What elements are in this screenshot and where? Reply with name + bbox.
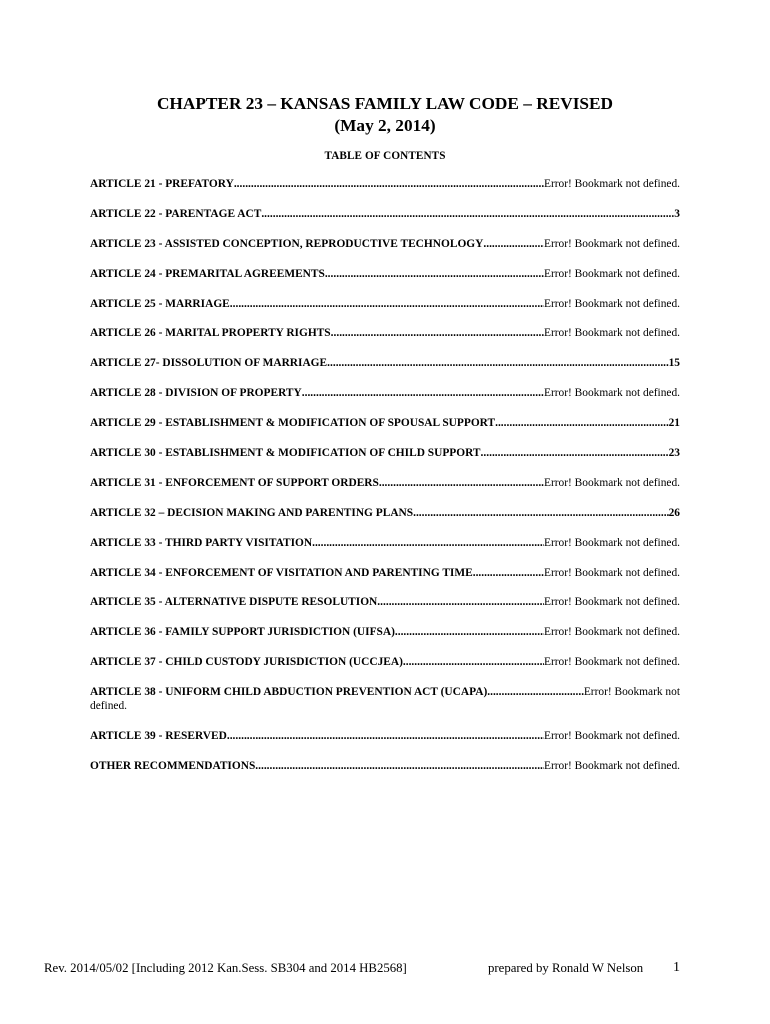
toc-entry-page: Error! Bookmark not defined.	[543, 759, 680, 772]
table-of-contents	[90, 177, 680, 788]
toc-entry[interactable]	[90, 207, 680, 237]
title-line-1: CHAPTER 23 – KANSAS FAMILY LAW CODE – REVISED	[156, 94, 614, 113]
toc-entry[interactable]	[90, 237, 680, 267]
toc-entry-page: 3	[674, 207, 680, 220]
toc-entry[interactable]	[90, 326, 680, 356]
toc-entry[interactable]	[90, 536, 680, 566]
toc-entry-page: 23	[668, 447, 680, 460]
toc-dot-leader	[255, 759, 544, 773]
toc-dot-leader	[327, 356, 668, 370]
toc-entry-title: ARTICLE 34 - ENFORCEMENT OF VISITATION AND PARENTING TIME	[90, 566, 473, 579]
toc-entry[interactable]	[90, 446, 680, 476]
document-title	[0, 93, 770, 137]
toc-entry-page: Error! Bookmark not defined.	[543, 476, 680, 489]
toc-entry[interactable]	[90, 267, 680, 297]
toc-dot-leader	[312, 536, 544, 550]
toc-dot-leader	[473, 566, 544, 580]
toc-entry-title: ARTICLE 33 - THIRD PARTY VISITATION	[90, 536, 313, 549]
toc-dot-leader	[261, 207, 674, 221]
toc-entry-title: ARTICLE 28 - DIVISION OF PROPERTY	[90, 387, 302, 400]
toc-entry-title: ARTICLE 39 - RESERVED	[90, 729, 227, 742]
toc-entry-page: 15	[668, 357, 680, 370]
toc-entry[interactable]	[90, 386, 680, 416]
footer-prepared-by: prepared by Ronald W Nelson	[488, 961, 644, 975]
toc-entry-title: OTHER RECOMMENDATIONS	[90, 759, 256, 772]
toc-dot-leader	[331, 326, 544, 340]
toc-entry-title: ARTICLE 36 - FAMILY SUPPORT JURISDICTION (UIFSA)	[90, 626, 395, 639]
toc-dot-leader	[413, 506, 669, 520]
toc-entry-title: ARTICLE 24 - PREMARITAL AGREEMENTS	[90, 267, 325, 280]
toc-entry-page: Error! Bookmark not defined.	[543, 729, 680, 742]
toc-entry-line	[90, 685, 680, 699]
toc-entry-page: Error! Bookmark not defined.	[543, 566, 680, 579]
toc-entry-page: Error! Bookmark not defined.	[543, 297, 680, 310]
toc-entry[interactable]	[90, 625, 680, 655]
toc-entry-title: ARTICLE 31 - ENFORCEMENT OF SUPPORT ORDERS	[90, 476, 379, 489]
toc-dot-leader	[481, 446, 669, 460]
toc-entry[interactable]	[90, 729, 680, 759]
toc-entry-page: Error! Bookmark not defined.	[543, 626, 680, 639]
toc-entry-page: Error! Bookmark not defined.	[543, 327, 680, 340]
toc-entry-title: ARTICLE 27- DISSOLUTION OF MARRIAGE	[90, 357, 328, 370]
toc-entry[interactable]	[90, 595, 680, 625]
toc-entry-title: ARTICLE 25 - MARRIAGE	[90, 297, 230, 310]
toc-dot-leader	[302, 386, 544, 400]
toc-entry[interactable]	[90, 685, 680, 713]
toc-entry-page: Error! Bookmark not defined.	[543, 267, 680, 280]
toc-heading: TABLE OF CONTENTS	[324, 150, 446, 162]
toc-entry-page: Error! Bookmark not defined.	[543, 596, 680, 609]
toc-entry-page-continuation: defined.	[90, 700, 128, 713]
toc-entry-title: ARTICLE 23 - ASSISTED CONCEPTION, REPRODUCTIVE TECHNOLOGY	[90, 237, 484, 250]
toc-entry-page: Error! Bookmark not	[583, 686, 680, 699]
title-line-2: (May 2, 2014)	[334, 116, 436, 135]
toc-entry-page: 26	[668, 506, 680, 519]
toc-entry[interactable]	[90, 759, 680, 789]
toc-entry-page: Error! Bookmark not defined.	[543, 178, 680, 190]
toc-dot-leader	[325, 267, 544, 281]
toc-entry[interactable]	[90, 356, 680, 386]
toc-dot-leader	[495, 416, 669, 430]
toc-entry[interactable]	[90, 416, 680, 446]
toc-entry-page: Error! Bookmark not defined.	[543, 237, 680, 250]
footer-revision: Rev. 2014/05/02 [Including 2012 Kan.Sess. SB304 and 2014 HB2568]	[44, 961, 407, 975]
toc-entry-page: Error! Bookmark not defined.	[543, 536, 680, 549]
toc-entry[interactable]	[90, 297, 680, 327]
toc-entry[interactable]	[90, 476, 680, 506]
toc-dot-leader	[395, 625, 544, 639]
toc-entry-title: ARTICLE 38 - UNIFORM CHILD ABDUCTION PREVENTION ACT (UCAPA)	[90, 686, 488, 699]
toc-entry-page: Error! Bookmark not defined.	[543, 387, 680, 400]
toc-entry-page: Error! Bookmark not defined.	[543, 656, 680, 669]
toc-dot-leader	[227, 729, 544, 743]
toc-dot-leader	[487, 685, 584, 699]
toc-dot-leader	[377, 595, 544, 609]
toc-entry-title: ARTICLE 21 - PREFATORY	[90, 178, 234, 190]
toc-entry-title: ARTICLE 26 - MARITAL PROPERTY RIGHTS	[90, 327, 331, 340]
toc-dot-leader	[403, 655, 544, 669]
footer-page-number: 1	[673, 960, 680, 975]
toc-entry-title: ARTICLE 37 - CHILD CUSTODY JURISDICTION (UCCJEA)	[90, 656, 403, 669]
toc-entry[interactable]	[90, 177, 680, 207]
toc-entry-title: ARTICLE 32 – DECISION MAKING AND PARENTING PLANS	[90, 506, 414, 519]
toc-dot-leader	[230, 297, 544, 311]
toc-entry[interactable]	[90, 655, 680, 685]
toc-entry-title: ARTICLE 30 - ESTABLISHMENT & MODIFICATION OF CHILD SUPPORT	[90, 447, 481, 460]
toc-entry[interactable]	[90, 506, 680, 536]
toc-entry-title: ARTICLE 29 - ESTABLISHMENT & MODIFICATION OF SPOUSAL SUPPORT	[90, 417, 496, 430]
toc-dot-leader	[234, 177, 544, 191]
toc-entry[interactable]	[90, 566, 680, 596]
toc-dot-leader	[379, 476, 544, 490]
toc-entry-title: ARTICLE 22 - PARENTAGE ACT	[90, 207, 262, 220]
toc-entry-page: 21	[668, 417, 680, 430]
toc-dot-leader	[483, 237, 544, 251]
toc-entry-title: ARTICLE 35 - ALTERNATIVE DISPUTE RESOLUTION	[90, 596, 378, 609]
